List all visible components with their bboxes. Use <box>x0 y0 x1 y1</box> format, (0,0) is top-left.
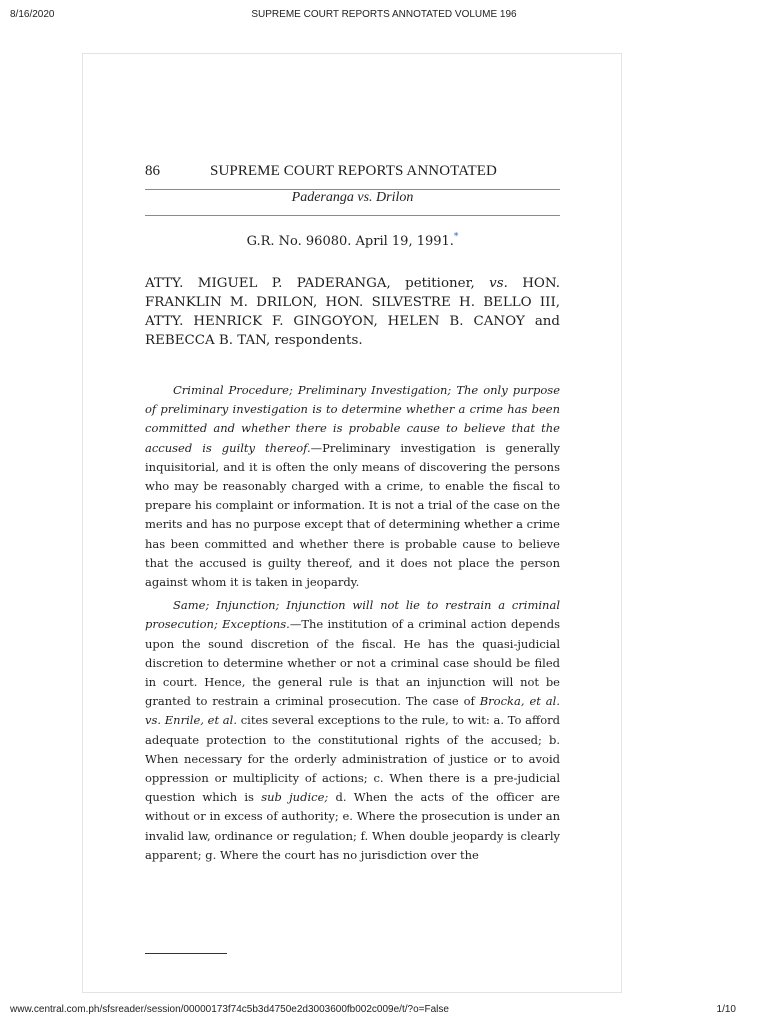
versus: vs. <box>489 276 508 291</box>
syllabus-paragraph-1 <box>145 381 560 592</box>
print-title: SUPREME COURT REPORTS ANNOTATED VOLUME 196 <box>251 9 517 20</box>
syllabus-2-text-c: d. When the acts of the officer are without or in excess of authority; e. Where the prosecution is under an invalid law, ordinance or regulation; f. When double jeopardy is clearly apparent; g. Where the court has no jurisdiction over the <box>145 790 560 862</box>
gr-number: G.R. No. 96080. April 19, 1991. <box>246 234 454 249</box>
print-page-count: 1/10 <box>716 1004 736 1015</box>
respondents: HON. FRANKLIN M. DRILON, HON. SILVESTRE H. BELLO III, ATTY. HENRICK F. GINGOYON, HELEN B. CANOY and REBECCA B. TAN, respondents. <box>145 276 560 348</box>
parties-block <box>145 274 560 350</box>
syllabus-1-headnote: Criminal Procedure; Preliminary Investigation; The only purpose of preliminary investigation is to determine whether a crime has been committed and whether there is probable cause to believe that the accused is guilty thereof. <box>145 383 560 455</box>
page-number: 86 <box>145 163 160 179</box>
syllabus-2-headnote: Same; Injunction; Injunction will not lie to restrain a criminal prosecution; Exceptions. <box>145 598 560 632</box>
syllabus-2-text-a: —The institution of a criminal action depends upon the sound discretion of the fiscal. He has the quasi-judicial discretion to determine whether or not a criminal case should be filed in court. Hence, the general rule is that an injunction will not be granted to restrain a criminal prosecution. The case of <box>145 617 560 709</box>
case-title: Paderanga vs. Drilon <box>291 190 414 205</box>
case-citation: Brocka, et al. vs. Enrile, et al. <box>145 694 560 728</box>
syllabus-1-text: —Preliminary investigation is generally inquisitorial, and it is often the only means of discovering the persons who may be reasonably charged with a crime, to enable the fiscal to prepare his complaint or information. It is not a trial of the case on the merits and has no purpose except that of determining whether a crime has been committed and whether there is probable cause to believe that the accused is guilty thereof, and it does not place the person against whom it is taken in jeopardy. <box>145 440 560 590</box>
print-footer <box>0 1004 768 1018</box>
syllabus <box>145 381 560 869</box>
print-url: www.central.com.ph/sfsreader/session/00000173f74c5b3d4750e2d3003600fb002c009e/t/?o=False <box>10 1004 449 1015</box>
footnote-link[interactable]: * <box>453 232 459 242</box>
reporter-title: SUPREME COURT REPORTS ANNOTATED <box>210 163 497 179</box>
footnote-rule <box>145 953 227 954</box>
gr-number-line <box>145 232 560 249</box>
print-date: 8/16/2020 <box>10 9 55 20</box>
header-rule-bottom <box>145 215 560 216</box>
syllabus-2-text-b: cites several exceptions to the rule, to wit: a. To afford adequate protection to the constitutional rights of the accused; b. When necessary for the orderly administration of justice or to avoid oppression or multiplicity of actions; c. When there is a pre-judicial question which is <box>145 713 560 805</box>
syllabus-paragraph-2 <box>145 596 560 865</box>
petitioner: ATTY. MIGUEL P. PADERANGA, petitioner, <box>145 276 475 291</box>
print-header <box>0 9 768 23</box>
sub-judice: sub judice; <box>261 790 329 805</box>
running-head <box>145 163 560 185</box>
